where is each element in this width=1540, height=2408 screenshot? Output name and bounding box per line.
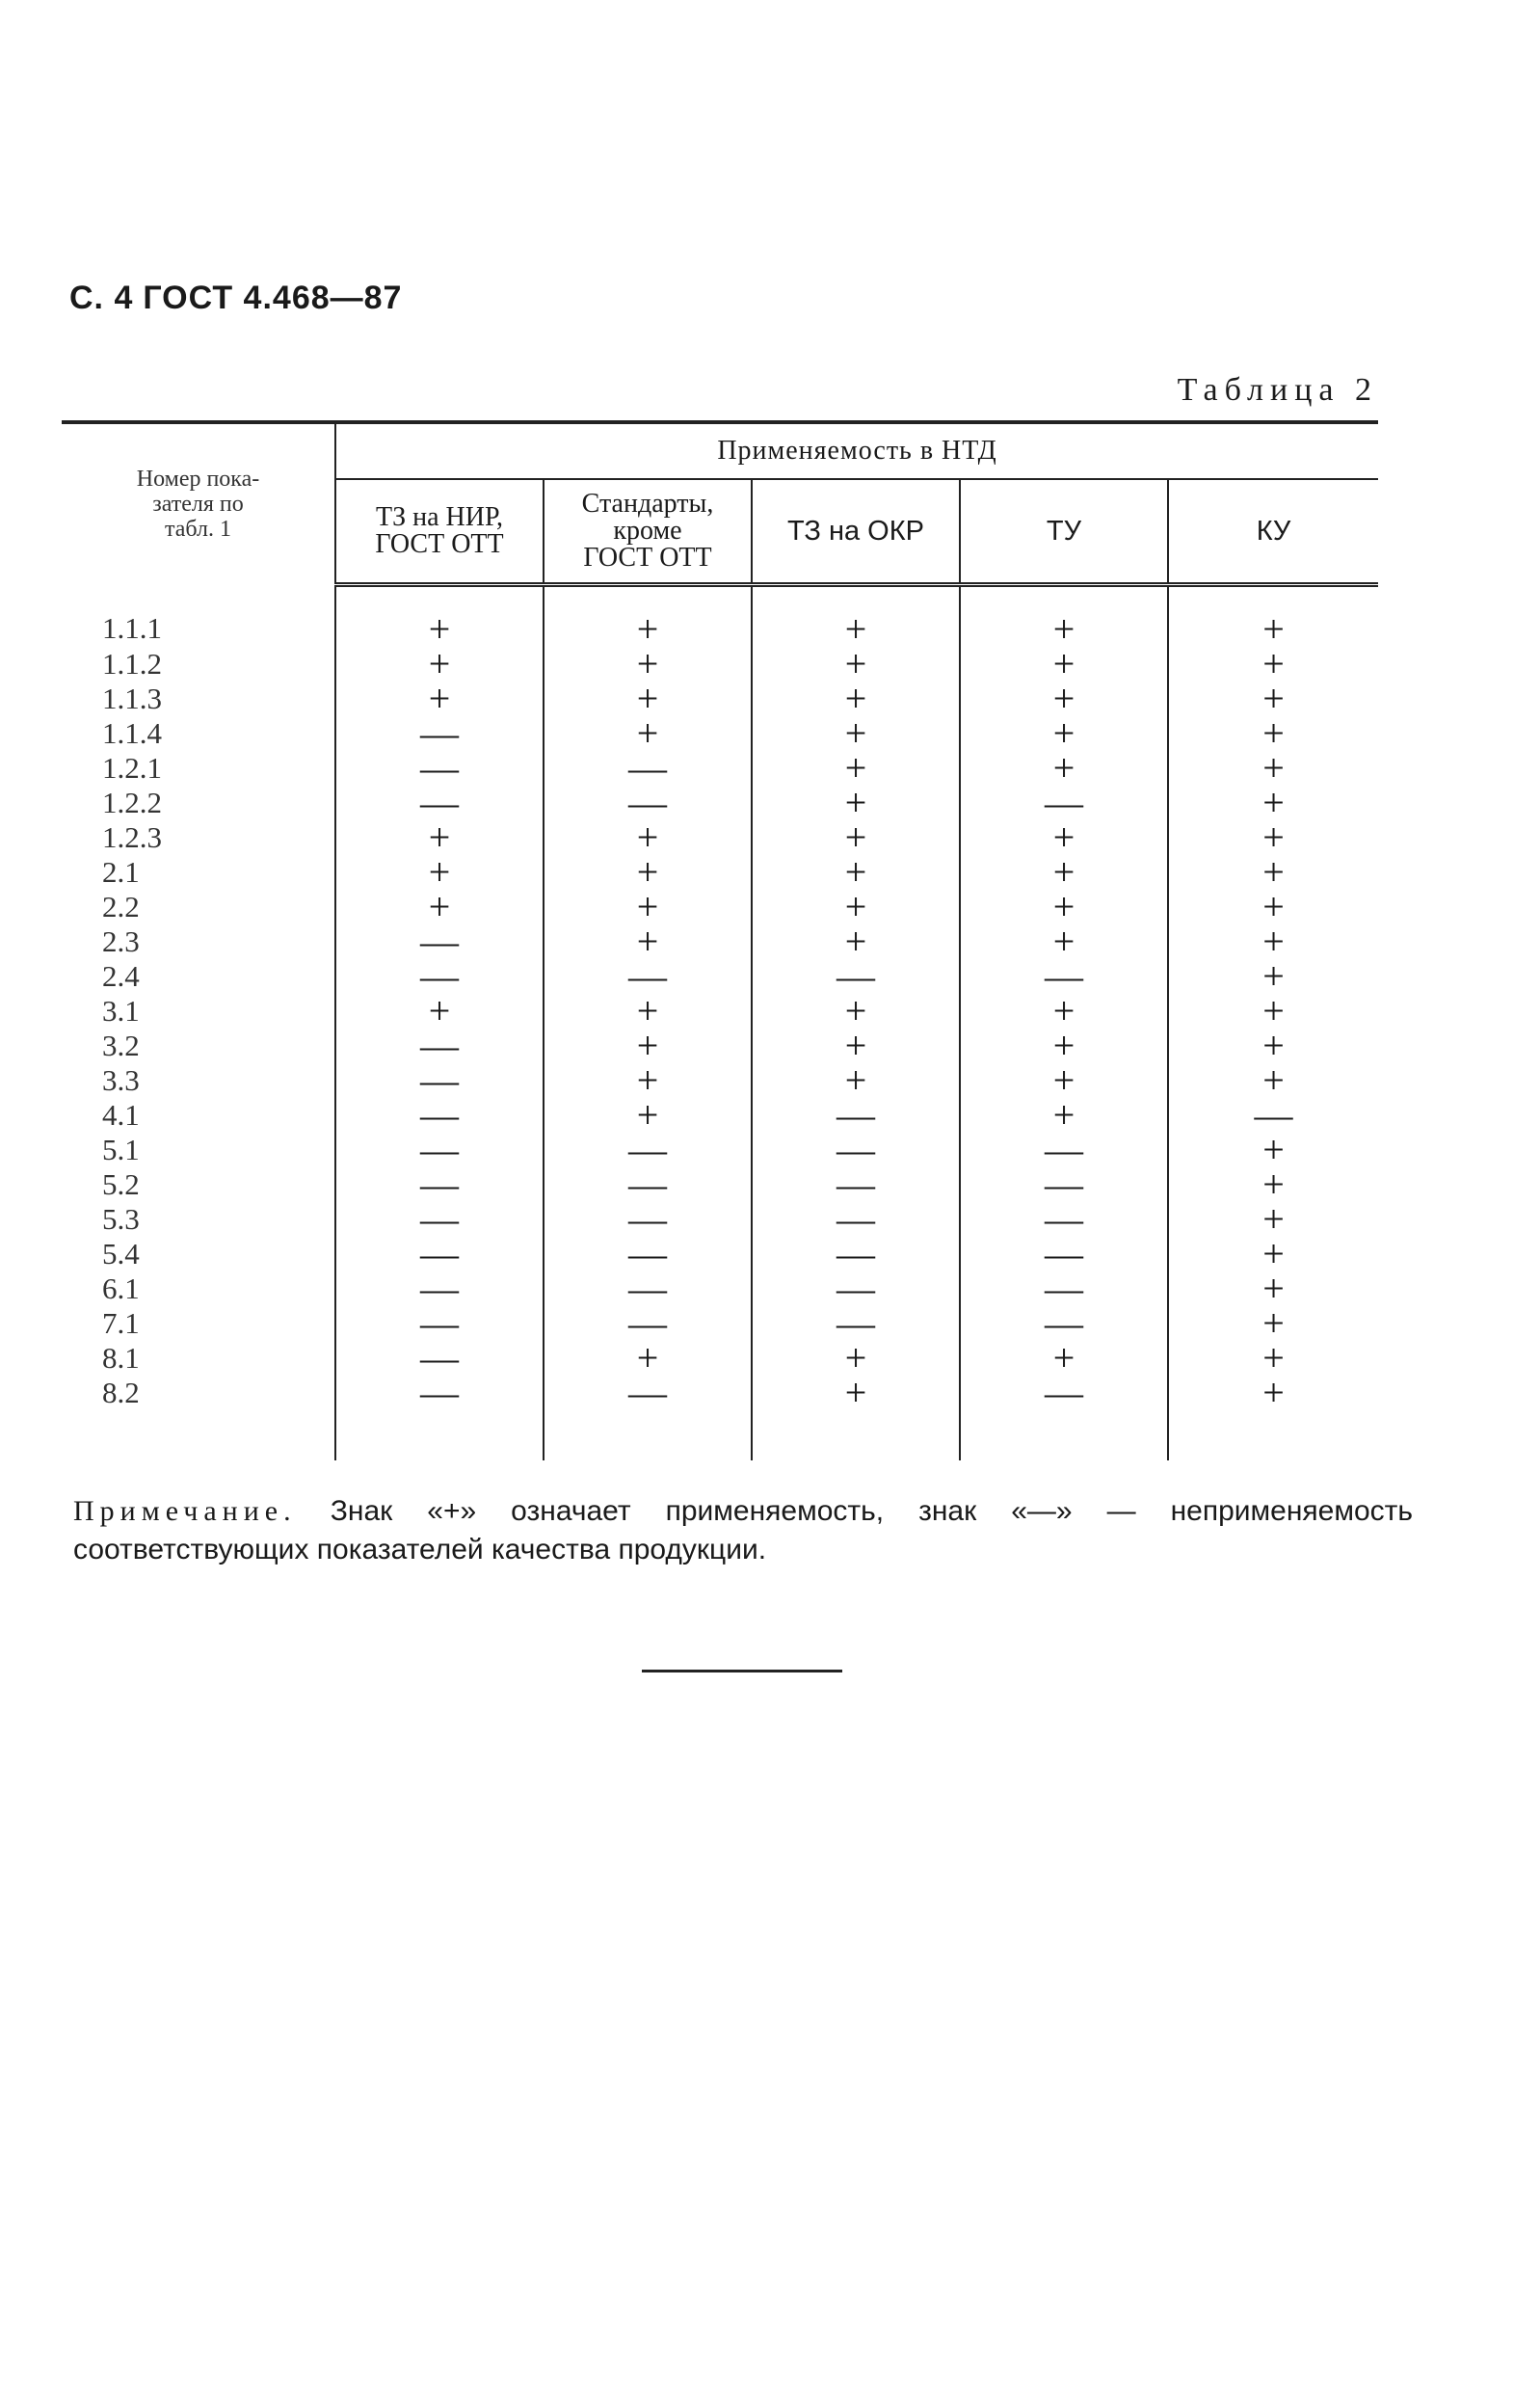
- applicability-mark: —: [544, 1376, 752, 1410]
- applicability-mark: +: [1168, 1029, 1378, 1063]
- row-number: 5.1: [102, 1133, 140, 1166]
- applicability-mark: —: [544, 1133, 752, 1167]
- applicability-mark: +: [1168, 682, 1378, 716]
- applicability-mark: —: [335, 1341, 544, 1376]
- table-row: [62, 1167, 1378, 1202]
- applicability-mark: —: [544, 751, 752, 786]
- applicability-mark: —: [544, 1237, 752, 1271]
- row-number: 1.2.3: [102, 820, 162, 854]
- table-row: [62, 994, 1378, 1029]
- applicability-mark: +: [1168, 1202, 1378, 1237]
- col-header-tz-okr: ТЗ на ОКР: [752, 479, 960, 585]
- applicability-mark: —: [544, 1306, 752, 1341]
- applicability-mark: +: [544, 682, 752, 716]
- table-row: [62, 1202, 1378, 1237]
- applicability-mark: +: [1168, 1376, 1378, 1410]
- table-row: [62, 1306, 1378, 1341]
- filler-cell: [335, 1410, 544, 1460]
- table-row: [62, 924, 1378, 959]
- applicability-mark: +: [960, 716, 1168, 751]
- applicability-mark: +: [752, 1376, 960, 1410]
- rownum-header-text: Номер пока- зателя по табл. 1: [136, 467, 260, 543]
- applicability-mark: +: [960, 1029, 1168, 1063]
- applicability-mark: —: [335, 1271, 544, 1306]
- applicability-mark: —: [752, 1271, 960, 1306]
- applicability-mark: +: [960, 1341, 1168, 1376]
- table-row: [62, 1063, 1378, 1098]
- table-row: [62, 1376, 1378, 1410]
- applicability-mark: +: [1168, 820, 1378, 855]
- applicability-mark: —: [960, 1271, 1168, 1306]
- applicability-mark: +: [960, 1063, 1168, 1098]
- table-row: [62, 1341, 1378, 1376]
- filler-cell: [62, 1410, 335, 1460]
- applicability-mark: +: [544, 647, 752, 682]
- standard-designation: ГОСТ 4.468—87: [143, 280, 403, 316]
- applicability-mark: —: [335, 751, 544, 786]
- row-number: 1.1.4: [102, 716, 162, 750]
- applicability-mark: +: [544, 1098, 752, 1133]
- table-row: [62, 786, 1378, 820]
- applicability-mark: +: [752, 585, 960, 648]
- table-row: [62, 682, 1378, 716]
- applicability-mark: —: [752, 1167, 960, 1202]
- row-number: 1.2.2: [102, 786, 162, 819]
- applicability-group-header: Применяемость в НТД: [335, 422, 1378, 479]
- applicability-mark: —: [335, 1029, 544, 1063]
- filler-cell: [960, 1410, 1168, 1460]
- applicability-mark: +: [335, 994, 544, 1029]
- col-header-ku: КУ: [1168, 479, 1378, 585]
- col-header-tz-nir: ТЗ на НИР, ГОСТ ОТТ: [335, 479, 544, 585]
- applicability-mark: +: [752, 890, 960, 924]
- applicability-mark: +: [752, 924, 960, 959]
- applicability-mark: —: [335, 1202, 544, 1237]
- applicability-mark: +: [544, 1063, 752, 1098]
- applicability-mark: +: [960, 1098, 1168, 1133]
- applicability-mark: +: [960, 924, 1168, 959]
- applicability-mark: +: [1168, 890, 1378, 924]
- row-number: 4.1: [102, 1098, 140, 1132]
- applicability-mark: —: [544, 959, 752, 994]
- applicability-mark: +: [752, 855, 960, 890]
- applicability-mark: +: [544, 855, 752, 890]
- table-filler-row: [62, 1410, 1378, 1460]
- applicability-mark: +: [752, 1341, 960, 1376]
- applicability-mark: —: [335, 786, 544, 820]
- row-number: 8.2: [102, 1376, 140, 1409]
- table-row: [62, 1029, 1378, 1063]
- applicability-mark: +: [1168, 959, 1378, 994]
- applicability-mark: —: [335, 1376, 544, 1410]
- applicability-mark: +: [1168, 1237, 1378, 1271]
- row-number: 2.2: [102, 890, 140, 923]
- rownum-header: [62, 422, 335, 585]
- row-number: 5.2: [102, 1167, 140, 1201]
- table-row: [62, 820, 1378, 855]
- applicability-mark: —: [335, 959, 544, 994]
- applicability-mark: +: [752, 647, 960, 682]
- applicability-mark: +: [544, 924, 752, 959]
- applicability-mark: +: [752, 820, 960, 855]
- table-title: Таблица 2: [1177, 372, 1378, 408]
- applicability-mark: —: [752, 1098, 960, 1133]
- applicability-mark: —: [335, 924, 544, 959]
- table-row: [62, 855, 1378, 890]
- applicability-mark: +: [752, 1029, 960, 1063]
- applicability-mark: +: [752, 1063, 960, 1098]
- applicability-mark: +: [960, 820, 1168, 855]
- applicability-mark: +: [752, 994, 960, 1029]
- applicability-mark: —: [335, 1098, 544, 1133]
- page-header: [69, 280, 402, 317]
- table-note: [73, 1492, 1413, 1569]
- applicability-mark: —: [335, 1063, 544, 1098]
- applicability-mark: +: [544, 994, 752, 1029]
- applicability-mark: +: [960, 682, 1168, 716]
- applicability-mark: +: [544, 716, 752, 751]
- applicability-mark: +: [960, 751, 1168, 786]
- table-row: [62, 585, 1378, 648]
- applicability-mark: +: [1168, 1271, 1378, 1306]
- applicability-mark: —: [544, 1167, 752, 1202]
- table-row: [62, 1271, 1378, 1306]
- applicability-mark: +: [1168, 647, 1378, 682]
- table-row: [62, 647, 1378, 682]
- end-rule: [642, 1670, 842, 1672]
- applicability-mark: +: [335, 647, 544, 682]
- row-number: 3.1: [102, 994, 140, 1028]
- table-body: [62, 585, 1378, 1461]
- table-row: [62, 716, 1378, 751]
- applicability-mark: —: [544, 786, 752, 820]
- applicability-mark: +: [544, 1029, 752, 1063]
- applicability-mark: +: [1168, 1133, 1378, 1167]
- applicability-mark: —: [335, 1306, 544, 1341]
- applicability-mark: +: [1168, 751, 1378, 786]
- table-row: [62, 1133, 1378, 1167]
- applicability-mark: +: [1168, 716, 1378, 751]
- col-header-standards: Стандарты, кроме ГОСТ ОТТ: [544, 479, 752, 585]
- applicability-mark: —: [960, 1306, 1168, 1341]
- applicability-mark: +: [335, 820, 544, 855]
- applicability-mark: +: [960, 647, 1168, 682]
- applicability-mark: +: [1168, 585, 1378, 648]
- note-text: Знак «+» означает применяемость, знак «—» — неприменяемость соответствующих показателей качества продукции.: [73, 1495, 1414, 1565]
- row-number: 6.1: [102, 1271, 140, 1305]
- row-number: 2.3: [102, 924, 140, 958]
- row-number: 1.2.1: [102, 751, 162, 785]
- applicability-mark: +: [960, 585, 1168, 648]
- applicability-mark: —: [752, 1237, 960, 1271]
- applicability-mark: +: [335, 855, 544, 890]
- row-number: 3.3: [102, 1063, 140, 1097]
- applicability-mark: +: [1168, 1167, 1378, 1202]
- applicability-table: [62, 420, 1378, 1460]
- applicability-mark: —: [752, 1306, 960, 1341]
- applicability-mark: +: [1168, 1341, 1378, 1376]
- applicability-mark: —: [752, 1133, 960, 1167]
- applicability-mark: +: [960, 855, 1168, 890]
- applicability-mark: —: [960, 786, 1168, 820]
- applicability-mark: +: [752, 786, 960, 820]
- table-row: [62, 959, 1378, 994]
- table-row: [62, 1237, 1378, 1271]
- applicability-mark: —: [544, 1202, 752, 1237]
- applicability-mark: +: [1168, 786, 1378, 820]
- row-number: 2.1: [102, 855, 140, 889]
- applicability-mark: —: [960, 1202, 1168, 1237]
- row-number: 3.2: [102, 1029, 140, 1062]
- applicability-mark: +: [752, 716, 960, 751]
- applicability-mark: +: [752, 751, 960, 786]
- row-number: 7.1: [102, 1306, 140, 1340]
- applicability-mark: —: [335, 716, 544, 751]
- applicability-mark: +: [544, 820, 752, 855]
- applicability-mark: —: [960, 1167, 1168, 1202]
- applicability-mark: —: [544, 1271, 752, 1306]
- applicability-mark: +: [960, 890, 1168, 924]
- applicability-mark: +: [752, 682, 960, 716]
- table-row: [62, 890, 1378, 924]
- filler-cell: [1168, 1410, 1378, 1460]
- row-number: 1.1.2: [102, 647, 162, 681]
- table-row: [62, 1098, 1378, 1133]
- row-number: 1.1.3: [102, 682, 162, 715]
- row-number: 2.4: [102, 959, 140, 993]
- applicability-mark: +: [960, 994, 1168, 1029]
- page-number: С. 4: [69, 280, 134, 316]
- applicability-mark: —: [960, 1376, 1168, 1410]
- row-number: 5.4: [102, 1237, 140, 1271]
- applicability-mark: —: [960, 1237, 1168, 1271]
- applicability-mark: +: [335, 890, 544, 924]
- note-lead: Примечание.: [73, 1495, 297, 1527]
- applicability-mark: —: [335, 1237, 544, 1271]
- applicability-mark: —: [335, 1167, 544, 1202]
- applicability-mark: +: [1168, 924, 1378, 959]
- applicability-mark: —: [1168, 1098, 1378, 1133]
- applicability-mark: +: [544, 585, 752, 648]
- applicability-mark: +: [544, 890, 752, 924]
- table-row: [62, 751, 1378, 786]
- applicability-mark: +: [1168, 994, 1378, 1029]
- applicability-mark: +: [1168, 855, 1378, 890]
- row-number: 5.3: [102, 1202, 140, 1236]
- applicability-mark: +: [335, 682, 544, 716]
- applicability-mark: +: [1168, 1063, 1378, 1098]
- col-header-tu: ТУ: [960, 479, 1168, 585]
- applicability-mark: —: [752, 1202, 960, 1237]
- applicability-mark: —: [960, 1133, 1168, 1167]
- applicability-mark: —: [960, 959, 1168, 994]
- row-number: 1.1.1: [102, 610, 162, 645]
- applicability-mark: +: [544, 1341, 752, 1376]
- filler-cell: [752, 1410, 960, 1460]
- applicability-mark: +: [1168, 1306, 1378, 1341]
- filler-cell: [544, 1410, 752, 1460]
- row-number: 8.1: [102, 1341, 140, 1375]
- applicability-mark: —: [752, 959, 960, 994]
- applicability-mark: —: [335, 1133, 544, 1167]
- applicability-mark: +: [335, 585, 544, 648]
